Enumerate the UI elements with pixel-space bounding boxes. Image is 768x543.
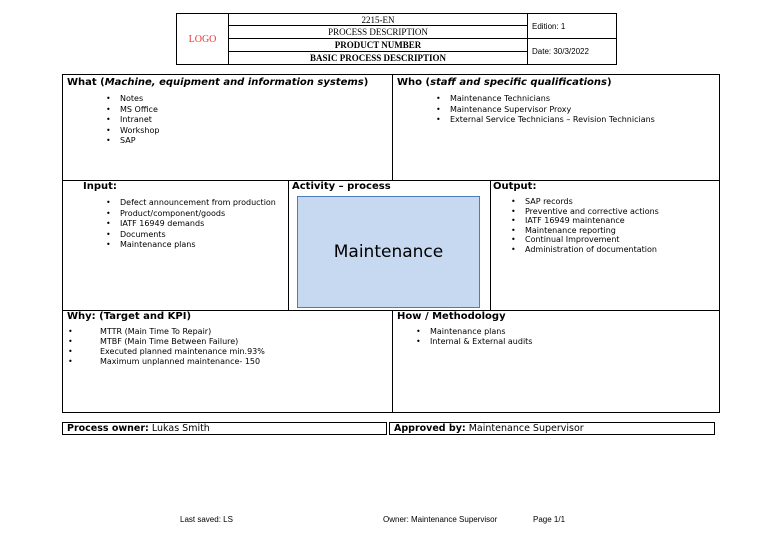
logo: LOGO [177,14,229,64]
list-item: • External Service Technicians – Revision Technicians [436,115,655,126]
input-list [106,198,276,251]
input-title: Input: [83,181,117,192]
list-item: • MTTR (Main Time To Repair) [68,327,265,337]
list-item: • Executed planned maintenance min.93% [68,347,265,357]
why-list [68,327,265,367]
list-item: • IATF 16949 demands [106,219,276,230]
divider-v-mid-left [288,180,289,310]
why-title: Why: (Target and KPI) [67,311,192,322]
list-item: • Maintenance plans [416,327,532,337]
output-list [511,197,659,254]
list-item: • Continual Improvement [511,235,659,245]
list-item: • Maintenance reporting [511,226,659,236]
list-item: • Defect announcement from production [106,198,276,209]
date-field: Date: 30/3/2022 [527,39,616,64]
list-item: • Notes [106,94,159,105]
divider-v-mid-right [490,180,491,310]
list-item: • MTBF (Main Time Between Failure) [68,337,265,347]
approved-by-field: Approved by: Maintenance Supervisor [389,422,715,435]
divider-v-bottom [392,310,393,413]
list-item: • Maintenance plans [106,240,276,251]
list-item: • Preventive and corrective actions [511,207,659,217]
maintenance-process-box: Maintenance [297,196,480,308]
list-item: • Internal & External audits [416,337,532,347]
list-item: • Product/component/goods [106,209,276,220]
header-table [176,13,617,65]
document-code: 2215-EN [229,14,527,26]
footer-page: Page 1/1 [533,515,566,524]
divider-v-top [392,74,393,180]
what-list [106,94,159,147]
list-item: • Documents [106,230,276,241]
activity-title: Activity – process [292,181,391,192]
list-item: • Workshop [106,126,159,137]
list-item: • Maximum unplanned maintenance- 150 [68,357,265,367]
list-item: • Maintenance Technicians [436,94,655,105]
list-item: • IATF 16949 maintenance [511,216,659,226]
list-item: • MS Office [106,105,159,116]
list-item: • SAP records [511,197,659,207]
who-list [436,94,655,126]
edition-field: Edition: 1 [527,14,616,39]
list-item: • SAP [106,136,159,147]
output-title: Output: [493,181,537,192]
how-list [416,327,532,347]
footer-owner: Owner: Maintenance Supervisor [383,515,498,524]
who-title: Who (staff and specific qualifications) [397,77,612,88]
list-item: • Maintenance Supervisor Proxy [436,105,655,116]
process-owner-field: Process owner: Lukas Smith [62,422,387,435]
basic-process-description-label: BASIC PROCESS DESCRIPTION [309,53,447,63]
what-title: What (Machine, equipment and information systems) [67,77,369,88]
how-title: How / Methodology [397,311,506,322]
footer-last-saved: Last saved: LS [180,515,233,524]
product-number-label: PRODUCT NUMBER [229,39,527,52]
list-item: • Intranet [106,115,159,126]
process-description-label: PROCESS DESCRIPTION [229,26,527,39]
divider-1 [62,180,720,181]
list-item: • Administration of documentation [511,245,659,255]
